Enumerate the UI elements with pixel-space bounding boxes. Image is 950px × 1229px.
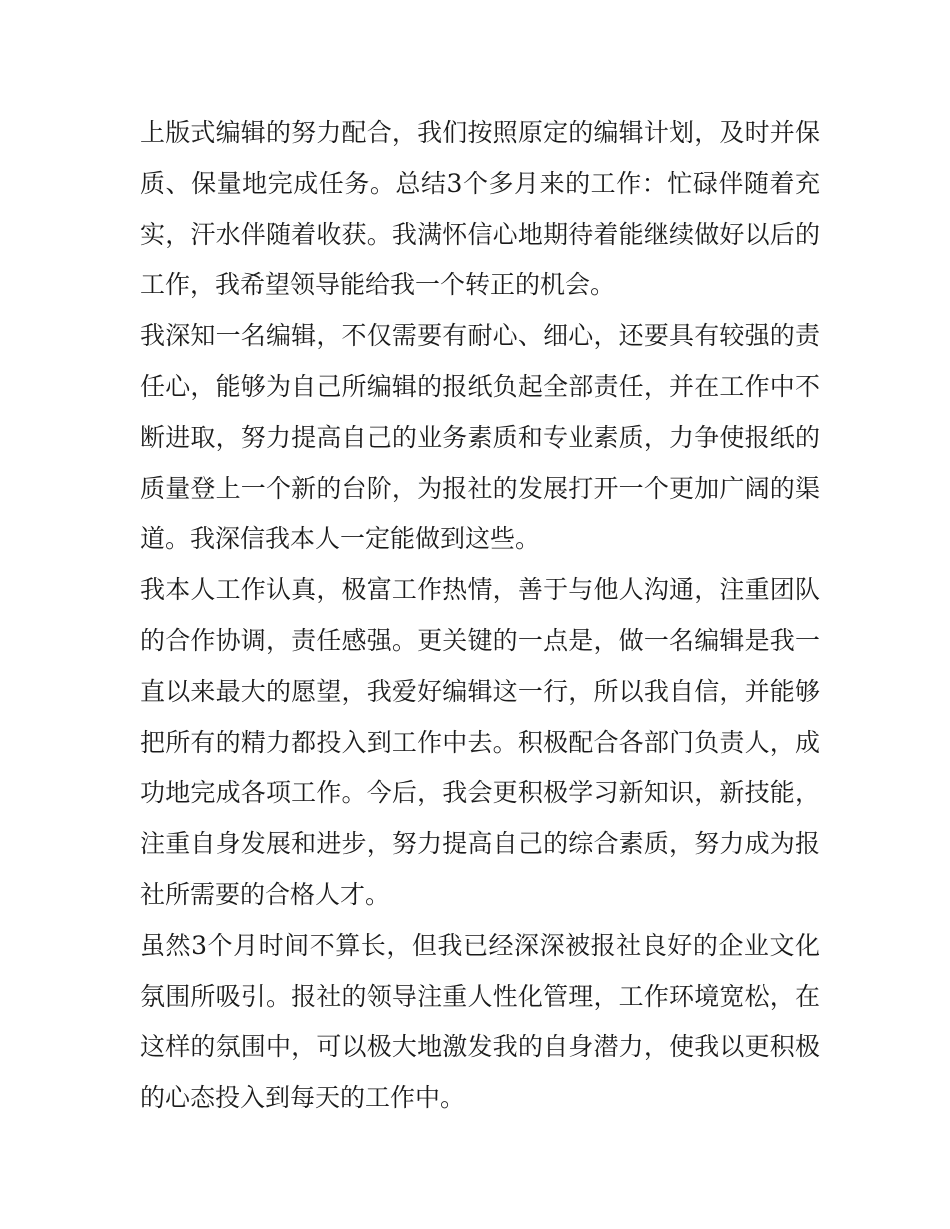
text-line: 我本人工作认真，极富工作热情，善于与他人沟通，注重团队	[140, 575, 820, 605]
text-line: 质、保量地完成任务。总结3个多月来的工作：忙碌伴随着充	[140, 168, 820, 198]
text-line: 道。我深信我本人一定能做到这些。	[140, 524, 541, 554]
paragraph-3	[140, 565, 820, 921]
text-line: 工作，我希望领导能给我一个转正的机会。	[140, 270, 616, 300]
text-line: 上版式编辑的努力配合，我们按照原定的编辑计划，及时并保	[140, 118, 820, 147]
text-line: 直以来最大的愿望，我爱好编辑这一行，所以我自信，并能够	[140, 676, 820, 706]
text-line: 断进取，努力提高自己的业务素质和专业素质，力争使报纸的	[140, 422, 820, 452]
text-line: 把所有的精力都投入到工作中去。积极配合各部门负责人，成	[140, 727, 820, 757]
text-line: 虽然3个月时间不算长，但我已经深深被报社良好的企业文化	[140, 930, 820, 960]
text-line: 这样的氛围中，可以极大地激发我的自身潜力，使我以更积极	[140, 1032, 820, 1062]
text-line: 我深知一名编辑，不仅需要有耐心、细心，还要具有较强的责	[140, 321, 820, 351]
text-line: 实，汗水伴随着收获。我满怀信心地期待着能继续做好以后的	[140, 219, 820, 249]
paragraph-1	[140, 108, 820, 311]
text-line: 任心，能够为自己所编辑的报纸负起全部责任，并在工作中不	[140, 371, 820, 401]
text-line: 社所需要的合格人才。	[140, 879, 391, 909]
text-line: 功地完成各项工作。今后，我会更积极学习新知识，新技能，	[140, 778, 820, 808]
text-line: 的心态投入到每天的工作中。	[140, 1083, 466, 1113]
text-line: 的合作协调，责任感强。更关键的一点是，做一名编辑是我一	[140, 625, 820, 655]
paragraph-4	[140, 921, 820, 1124]
text-line: 注重自身发展和进步，努力提高自己的综合素质，努力成为报	[140, 829, 820, 859]
text-line: 氛围所吸引。报社的领导注重人性化管理，工作环境宽松，在	[140, 981, 820, 1011]
paragraph-2	[140, 311, 820, 565]
text-line: 质量登上一个新的台阶，为报社的发展打开一个更加广阔的渠	[140, 473, 820, 503]
document-body	[140, 108, 820, 1124]
